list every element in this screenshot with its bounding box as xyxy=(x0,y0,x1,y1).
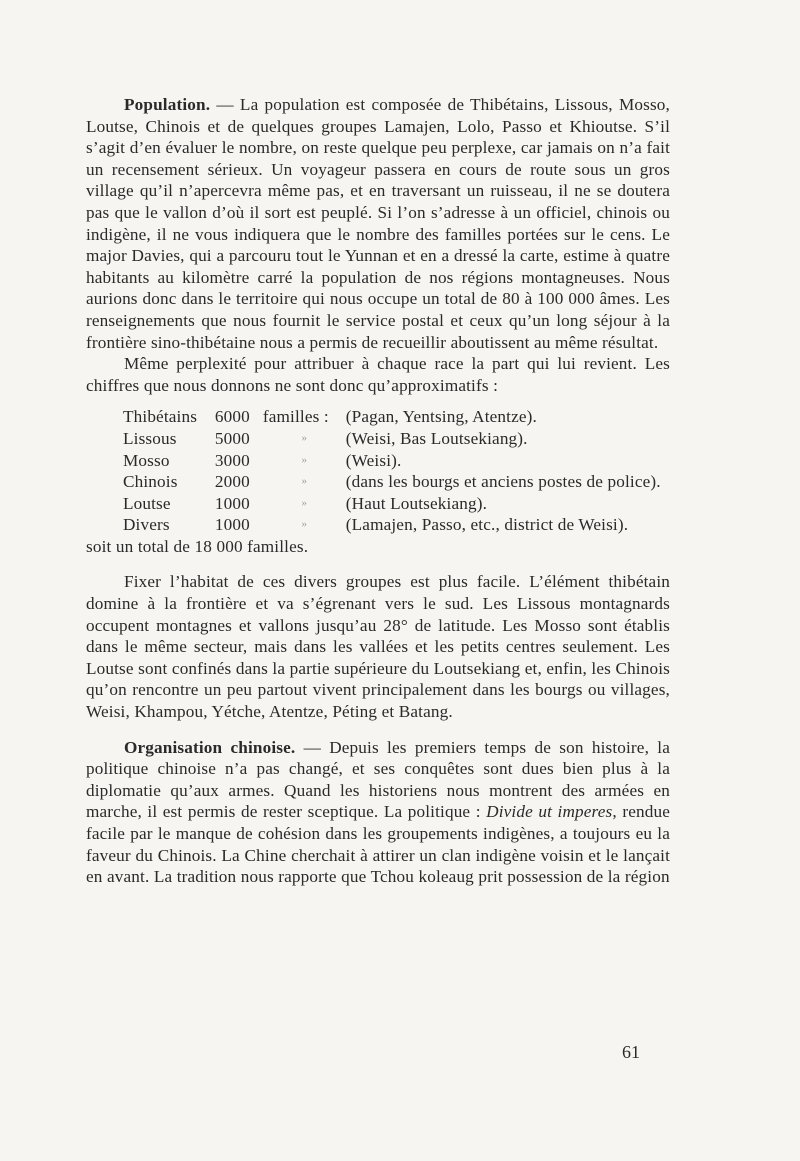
row-name: Divers xyxy=(123,515,170,535)
population-table xyxy=(123,406,670,536)
row-name: Thibétains xyxy=(123,407,198,427)
row-unit: familles : xyxy=(262,407,329,427)
row-unit: » xyxy=(301,475,308,488)
row-unit: » xyxy=(301,453,308,466)
organisation-heading: Organisation chinoise. xyxy=(124,737,296,757)
table-row xyxy=(123,471,670,493)
perplexity-paragraph: Même perplexité pour attribuer à chaque race la part qui lui revient. Les chiffres que nous donnons ne sont donc qu’approximatifs : xyxy=(86,354,670,395)
body-text xyxy=(86,94,670,888)
paragraph-gap xyxy=(86,557,670,571)
table-row xyxy=(123,493,670,515)
population-heading: Population. xyxy=(124,95,211,114)
row-unit: » xyxy=(301,496,308,509)
row-value: 5000 xyxy=(214,428,250,448)
row-name: Lissous xyxy=(123,428,177,448)
row-detail: (Lamajen, Passo, etc., district de Weisi). xyxy=(345,515,629,535)
row-detail: (Pagan, Yentsing, Atentze). xyxy=(345,407,537,427)
row-detail: (Haut Loutsekiang). xyxy=(345,493,488,513)
row-value: 3000 xyxy=(214,450,250,470)
row-detail: (Weisi). xyxy=(345,450,402,470)
row-name: Loutse xyxy=(123,493,171,513)
row-name: Chinois xyxy=(123,472,178,492)
row-value: 6000 xyxy=(214,407,250,427)
organisation-paragraph xyxy=(86,737,670,888)
row-detail: (dans les bourgs et anciens postes de police). xyxy=(345,472,661,492)
row-name: Mosso xyxy=(123,450,170,470)
row-value: 1000 xyxy=(214,493,250,513)
habitat-paragraph: Fixer l’habitat de ces divers groupes est plus facile. L’élément thibétain domine à la frontière et va s’égrenant vers le sud. Les Lissous montagnards occupent montagnes et vallons jusqu’au 28° de latitude. Les Mosso sont établis dans le même secteur, mais dans les vallées et les petits centres seulement. Les Loutse sont confinés dans la partie supérieure du Loutsekiang et, enfin, les Chinois qu’on rencontre un peu partout vivent principalement dans les bourgs ou villages, Weisi, Khampou, Yétche, Atentze, Péting et Batang. xyxy=(86,572,670,722)
table-row xyxy=(123,514,670,536)
population-paragraph xyxy=(86,94,670,353)
row-unit: » xyxy=(301,518,308,531)
table-row xyxy=(123,428,670,450)
paragraph-gap xyxy=(86,723,670,737)
organisation-text-continued: , rendue facile par le manque de cohésion dans les groupements indigènes, a toujours eu la faveur du Chinois. La Chine cherchait à attirer un clan indigène voisin et le lançait en avant. La tradition nous rapporte que Tchou koleaug prit possession de la région xyxy=(86,802,671,887)
row-detail: (Weisi, Bas Loutsekiang). xyxy=(345,428,528,448)
page-number: 61 xyxy=(622,1042,640,1062)
table-row xyxy=(123,406,670,428)
table-total: soit un total de 18 000 familles. xyxy=(86,536,309,556)
row-value: 2000 xyxy=(214,472,250,492)
row-unit: » xyxy=(301,431,308,444)
organisation-text: Depuis les premiers temps de son histoire, la politique chinoise n’a pas changé, et ses conquêtes sont dues bien plus à la diplomatie qu’aux armes. Quand les historiens nous montrent des armées en marche, il est permis de rester sceptique. La politique : xyxy=(86,737,670,822)
heading-dash: — xyxy=(295,737,330,757)
row-value: 1000 xyxy=(214,515,250,535)
table-row xyxy=(123,450,670,472)
population-text: La population est composée de Thibétains, Lissous, Mosso, Loutse, Chinois et de quelques groupes Lamajen, Lolo, Passo et Khioutse. S’il s’agit d’en évaluer le nombre, on reste quelque peu perplexe, car jamais on n’a fait un recensement sérieux. Un voyageur passera en cours de route sous un gros village qu’il n’apercevra même pas, et en traversant un ruisseau, il ne se doutera pas que le vallon d’où il sort est peuplé. Si l’on s’adresse à un officiel, chinois ou indigène, il ne vous indiquera que le nombre des familles portées sur le cens. Le major Davies, qui a parcouru tout le Yunnan et en a dressé la carte, estime à quatre habitants au kilomètre carré la population de nos régions montagneuses. Nous aurions donc dans le territoire qui nous occupe un total de 80 à 100 000 âmes. Les renseignements que nous fournit le service postal et ceux qu’un long séjour à la frontière sino-thibétaine nous a permis de recueillir aboutissent au même résultat. xyxy=(86,95,670,352)
heading-dash: — xyxy=(210,95,240,114)
latin-phrase: Divide ut imperes xyxy=(486,802,613,822)
